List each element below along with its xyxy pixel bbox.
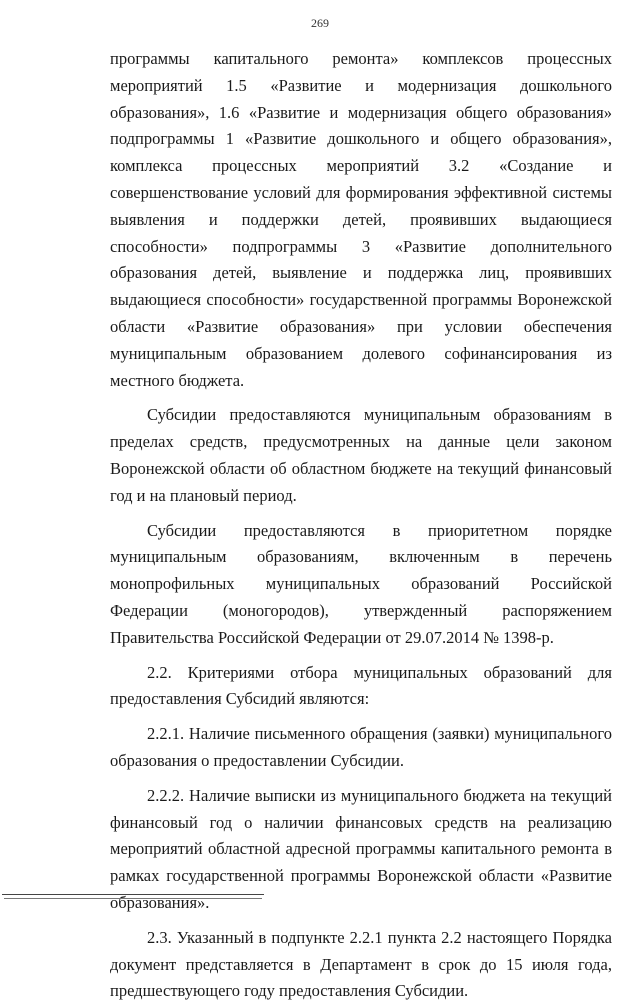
paragraph-2-2-2: 2.2.2. Наличие выписки из муниципального бюджета на текущий финансовый год о наличии финансовых средств на реализацию мероприятий областной адресной программы капитального ремонта в рамках государственной программы Воронежской области «Развитие образования». — [110, 785, 612, 912]
paragraph-2-2-criteria: 2.2. Критериями отбора муниципальных образований для предоставления Субсидий являются: — [110, 662, 612, 709]
paragraph-subsidies-priority: Субсидии предоставляются в приоритетном порядке муниципальным образованиям, включенным в перечень монопрофильных муниципальных образований Российской Федерации (моногородов), утвержденный распоряжением Правительства Российской Федерации от 29.07.2014 № 1398-р. — [110, 520, 612, 647]
paragraph-continuation: программы капитального ремонта» комплексов процессных мероприятий 1.5 «Развитие и модернизация дошкольного образования», 1.6 «Развитие и модернизация общего образования» подпрограммы 1 «Развитие дошкольного и общего образования», комплекса процессных мероприятий 3.2 «Создание и совершенствование условий для формирования эффективной системы выявления и поддержки детей, проявивших выдающиеся способности» подпрограммы 3 «Развитие дополнительного образования детей, выявление и поддержка лиц, проявивших выдающиеся способности» государственной программы Воронежской области «Развитие образования» при условии обеспечения муниципальным образованием долевого софинансирования из местного бюджета. — [110, 49, 612, 390]
paragraph-2-3: 2.3. Указанный в подпункте 2.2.1 пункта 2.2 настоящего Порядка документ представляется в Департамент в срок до 15 июля года, предшествующего году предоставления Субсидии. — [110, 927, 612, 1001]
page-number: 269 — [311, 16, 329, 30]
paragraph-subsidies-limits: Субсидии предоставляются муниципальным образованиям в пределах средств, предусмотренных на данные цели законом Воронежской области об областном бюджете на текущий финансовый год и на плановый период. — [110, 405, 612, 505]
footer-divider — [2, 894, 264, 895]
document-body — [110, 46, 612, 1005]
paragraph-2-2-1: 2.2.1. Наличие письменного обращения (заявки) муниципального образования о предоставлении Субсидии. — [110, 724, 612, 770]
footer-divider-secondary — [4, 898, 262, 899]
